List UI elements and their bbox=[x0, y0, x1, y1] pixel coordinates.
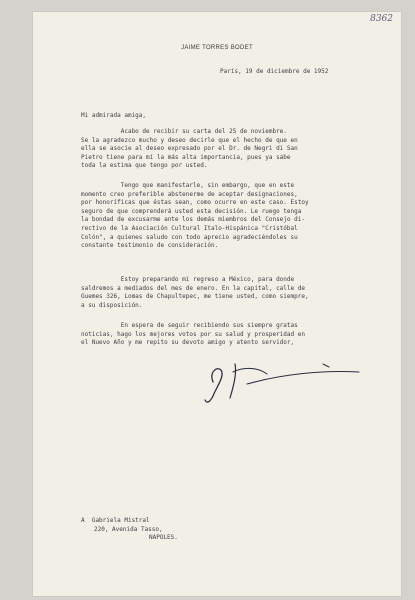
letter-page bbox=[33, 12, 401, 596]
text-line: Tengo que manifestarle, sin embargo, que en este bbox=[81, 182, 295, 189]
date-line: París, 19 de diciembre de 1952 bbox=[220, 68, 329, 75]
text-line: Colón", a quienes saludo con todo aprecio agradeciéndoles su bbox=[81, 233, 298, 241]
text-line: rectivo de la Asociación Cultural Italo-Hispánica "Cristóbal bbox=[81, 224, 298, 232]
text-line: momento creo preferible abstenerme de aceptar designaciones, bbox=[81, 190, 298, 198]
letterhead: JAIME TORRES BODET bbox=[181, 45, 253, 51]
archive-number: 8362 bbox=[370, 14, 393, 24]
text-line: seguro de que comprenderá usted esta decisión. Le ruego tenga bbox=[81, 207, 302, 215]
recipient-name: A Gabriela Mistral bbox=[81, 517, 150, 524]
text-line: la bondad de excusarme ante los demás miembros del Consejo di- bbox=[81, 216, 305, 224]
text-line: Estoy preparando mi regreso a México, para donde bbox=[81, 276, 295, 283]
salutation: Mi admirada amiga, bbox=[81, 112, 147, 119]
text-line: toda la estima que tengo por usted. bbox=[81, 162, 208, 170]
text-line: En espera de seguir recibiendo sus siempre gratas bbox=[81, 322, 298, 329]
recipient-city: NAPOLES. bbox=[149, 534, 178, 542]
text-line: por honoríficas que éstas sean, como ocurre en este caso. Estoy bbox=[81, 199, 309, 207]
text-line: Guemes 326, Lomas de Chapultepec, me tiene usted, como siempre, bbox=[81, 293, 309, 301]
text-line: noticias, hago los mejores votos por su salud y prosperidad en bbox=[81, 330, 305, 338]
handwritten-signature bbox=[183, 352, 363, 412]
text-line: a su disposición. bbox=[81, 301, 143, 309]
recipient-street: 220, Avenida Tasso, bbox=[94, 525, 163, 533]
text-line: constante testimonio de consideración. bbox=[81, 242, 219, 250]
text-line: Pietro tiene para mí la más alta importancia, pues ya sabe bbox=[81, 153, 291, 161]
paragraph-2 bbox=[81, 182, 309, 251]
text-line: saldremos a mediados del mes de enero. En la capital, calle de bbox=[81, 284, 305, 292]
recipient-address bbox=[81, 517, 178, 543]
text-line: ella se asocie al deseo expresado por el Dr. de Negri di San bbox=[81, 145, 298, 153]
paragraph-3 bbox=[81, 276, 309, 310]
text-line: el Nuevo Año y me repito su devoto amigo y atento servidor, bbox=[81, 339, 295, 347]
paragraph-4 bbox=[81, 322, 305, 348]
text-line: Acabo de recibir su carta del 25 de noviembre. bbox=[81, 128, 287, 135]
text-line: Se la agradezco mucho y deseo decirle que el hecho de que en bbox=[81, 136, 298, 144]
paragraph-1 bbox=[81, 128, 298, 171]
